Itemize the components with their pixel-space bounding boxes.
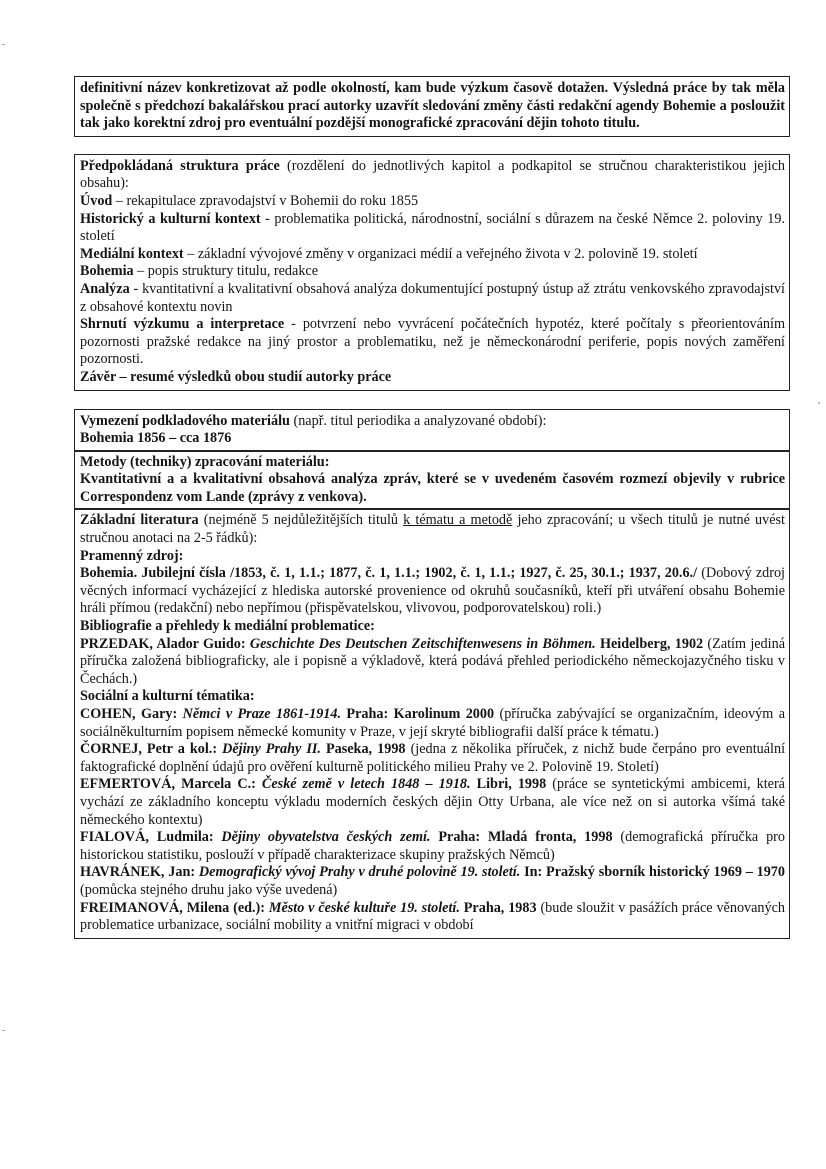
structure-box <box>74 154 790 391</box>
methods-value: Kvantitativní a a kvalitativní obsahová analýza zpráv, které se v uvedeném časovém rozmezí objevily v rubrice Correspondenz vom Lande (zprávy z venkova). <box>80 471 785 505</box>
bibliography-entry <box>80 829 785 864</box>
structure-item-text: – rekapitulace zpravodajství v Bohemii do roku 1855 <box>112 192 419 209</box>
material-heading-line <box>80 413 785 431</box>
structure-item-text: - potvrzení nebo vyvrácení počátečních hypotéz, které počítaly s přeorientováním pozornosti pražské redakce na jiný prostor a problematiku, než je německonárodní periferie, popis nových zaměření pozornosti. <box>80 316 785 368</box>
entry-note: (Zatím jediná příručka založená bibliograficky, ale i popisně a výkladově, která podává přehled periodického německojazyčného tisku v Čechách.) <box>80 635 785 687</box>
structure-item <box>80 263 785 281</box>
structure-item-text: - problematika politická, národnostní, sociální s důrazem na české Němce 2. poloviny 19. století <box>80 210 785 245</box>
structure-item-label: Shrnutí výzkumu a interpretace <box>80 316 285 333</box>
structure-heading-rest: (rozdělení do jednotlivých kapitol a podkapitol se stručnou charakteristikou jejich obsahu): <box>80 157 785 192</box>
thesis-title-note-box <box>74 76 790 137</box>
entry-title: Geschichte Des Deutschen Zeitschiftenwesens in Böhmen. <box>249 635 596 652</box>
document-page <box>74 76 790 939</box>
structure-item <box>80 246 785 264</box>
structure-item-label: Bohemia <box>80 263 134 280</box>
bibliography-entry <box>80 864 785 899</box>
entry-note: (demografická příručka pro historickou statistiku, poslouží v případě charakterizace skupiny pražských Němců) <box>80 829 785 863</box>
material-value: Bohemia 1856 – cca 1876 <box>80 430 232 447</box>
biblio-heading: Bibliografie a přehledy k mediální problematice: <box>80 618 375 635</box>
structure-heading-line <box>80 158 785 193</box>
scan-mark <box>2 1030 5 1031</box>
structure-item-label: Úvod <box>80 192 113 209</box>
structure-item <box>80 193 785 211</box>
entry-note: (pomůcka stejného druhu jako výše uvedená) <box>80 881 338 898</box>
literature-heading-rest: jeho zpracování; u všech titulů je nutné uvést stručnou anotaci na 2-5 řádků): <box>80 512 785 547</box>
entry-publisher: Praha: Karolinum 2000 <box>341 706 495 722</box>
scan-mark <box>2 44 5 45</box>
entry-note: (jedna z několika příruček, z nichž bude čerpáno pro eventuální faktografické doplnění údajů pro ověření kulturně politického milieu Prahy ve 2. Polovině 19. Století) <box>80 741 786 775</box>
entry-title: Dějiny Prahy II. <box>222 741 321 758</box>
material-heading: Vymezení podkladového materiálu <box>80 412 290 429</box>
bibliography-entry <box>80 741 785 776</box>
bibliography-entry <box>80 900 785 935</box>
structure-item-text: – popis struktury titulu, redakce <box>133 263 319 280</box>
social-heading: Sociální a kulturní tématika: <box>80 688 255 705</box>
literature-section <box>75 508 789 937</box>
structure-item-label: Historický a kulturní kontext <box>80 210 261 227</box>
structure-item <box>80 369 785 387</box>
structure-heading: Předpokládaná struktura práce <box>80 157 280 174</box>
source-entry <box>80 565 785 618</box>
title-note-text: definitivní název konkretizovat až podle okolností, kam bude výzkum časově dotažen. Výsledná práce by tak měla společně s předchozí bakalářskou prací autorky uzavřít sledování změny části redakční agendy Bohemie a posloužit tak jako korektní zdroj pro eventuální pozdější monografické zpracování dějin tohoto titulu. <box>80 80 785 132</box>
material-methods-literature-box <box>74 409 790 939</box>
entry-author: ČORNEJ, Petr a kol.: <box>80 741 223 758</box>
methods-heading: Metody (techniky) zpracování materiálu: <box>80 453 330 470</box>
entry-author: FIALOVÁ, Ludmila: <box>80 829 222 846</box>
literature-heading: Základní literatura <box>80 512 199 529</box>
structure-item-label: Mediální kontext <box>80 245 184 262</box>
entry-note: (bude sloužit v pasážích práce věnovaných problematice urbanizace, sociální mobility a vnitřní migraci v období <box>80 899 786 934</box>
structure-item-text: - kvantitativní a kvalitativní obsahová analýza dokumentující postupný ústup až ztrátu venkovského zpravodajství z obsahové kontextu novin <box>80 280 785 315</box>
literature-heading-rest: (nejméně 5 nejdůležitějších titulů <box>198 512 404 529</box>
structure-item-label: Analýza <box>80 280 130 297</box>
entry-title: Demografický vývoj Prahy v druhé polovině 19. století. <box>198 864 521 881</box>
literature-underlined: k tématu a metodě <box>403 512 513 529</box>
entry-publisher: Praha, 1983 <box>459 899 537 916</box>
entry-author: PRZEDAK, Alador Guido: <box>80 635 250 652</box>
entry-publisher: Libri, 1998 <box>470 776 547 793</box>
entry-note: (práce se syntetickými ambicemi, která vychází ze základního konceptu výkladu moderních českých dějin Otty Urbana, ale více než on si autorka všímá také německého kontextu) <box>80 776 785 828</box>
source-heading: Pramenný zdroj: <box>80 547 184 564</box>
entry-title: Němci v Praze 1861-1914. <box>182 706 342 722</box>
scan-mark <box>818 402 820 404</box>
entry-publisher: Paseka, 1998 <box>320 741 406 758</box>
material-section <box>75 410 789 450</box>
bibliography-entry <box>80 706 785 741</box>
literature-heading-line <box>80 512 785 547</box>
material-heading-rest: (např. titul periodika a analyzované období): <box>289 412 547 429</box>
bibliography-entry <box>80 636 785 689</box>
entry-author: COHEN, Gary: <box>80 706 183 722</box>
entry-publisher: Praha: Mladá fronta, 1998 <box>430 829 613 846</box>
structure-item <box>80 281 785 316</box>
structure-item <box>80 211 785 246</box>
entry-publisher: Heidelberg, 1902 <box>595 635 704 652</box>
methods-section <box>75 450 789 509</box>
source-citation: Bohemia. Jubilejní čísla /1853, č. 1, 1.1.; 1877, č. 1, 1.1.; 1902, č. 1, 1.1.; 1927, č. 25, 30.1.; 1937, 20.6./ <box>80 565 698 582</box>
structure-item-label: Závěr – resumé výsledků obou studií autorky práce <box>80 368 392 385</box>
entry-title: Město v české kultuře 19. století. <box>268 899 460 916</box>
entry-note: (příručka zabývající se organizačním, ideovým a sociálněkulturním popisem německé komunity v Praze, v její skryté bibliografii další práce k tématu.) <box>80 706 785 740</box>
entry-publisher: In: Pražský sborník historický 1969 – 1970 <box>520 864 785 881</box>
entry-author: HAVRÁNEK, Jan: <box>80 864 199 881</box>
structure-item-text: – základní vývojové změny v organizaci médií a veřejného života v 2. polovině 19. století <box>183 245 698 262</box>
entry-title: Dějiny obyvatelstva českých zemí. <box>221 829 431 846</box>
bibliography-entry <box>80 776 785 829</box>
entry-title: České země v letech 1848 – 1918. <box>261 776 471 793</box>
structure-item <box>80 316 785 369</box>
source-note: (Dobový zdroj věcných informací vycházející z hlediska autorské provenience od okruhů současníků, kteří při utváření obsahu Bohemie hráli přímou (redakční) nebo nepřímou (přispěvatelskou, vlivovou, podporovatelskou) roli.) <box>80 565 786 617</box>
entry-author: EFMERTOVÁ, Marcela C.: <box>80 776 262 793</box>
entry-author: FREIMANOVÁ, Milena (ed.): <box>80 899 269 916</box>
